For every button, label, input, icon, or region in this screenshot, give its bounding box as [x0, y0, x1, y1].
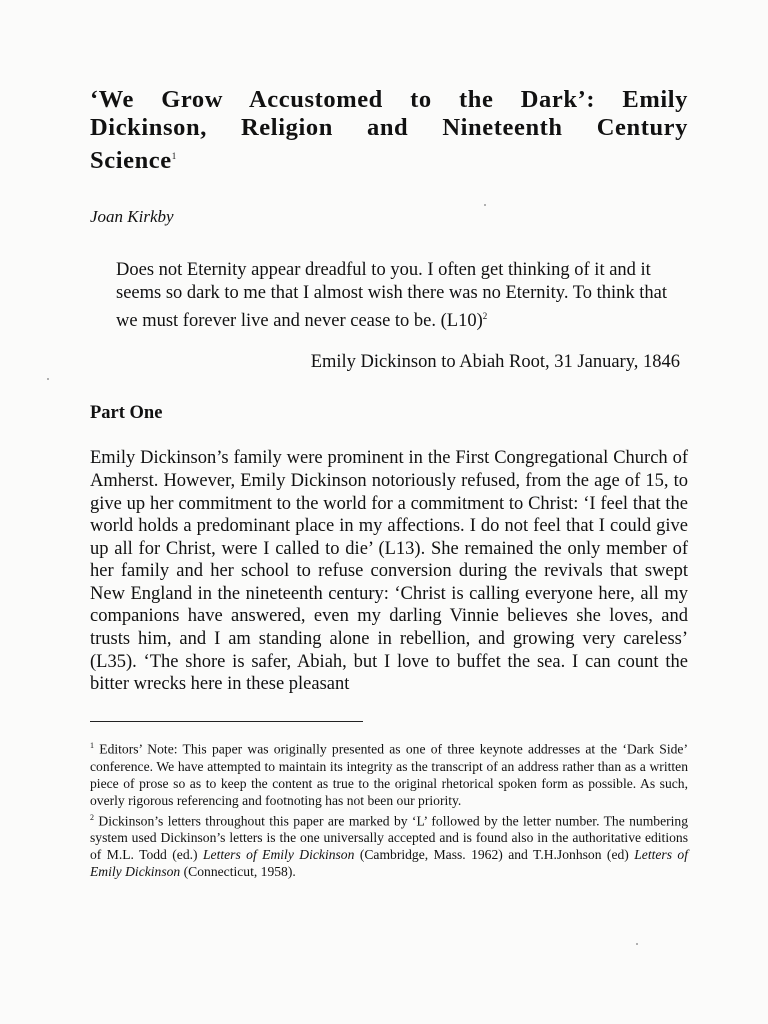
- body-paragraph: Emily Dickinson’s family were prominent in the First Congregational Church of Amherst. However, Emily Dickinson notoriously refused, from the age of 15, to give up her commitment to the world for a commitment to Christ: ‘I feel that the world holds a predominant place in my affections. I do not feel that I could give up all for Christ, were I called to die’ (L13). She remained the only member of her family and her school to refuse conversion during the revivals that swept New England in the nineteenth century: ‘Christ is calling everyone here, all my companions have answered, even my darling Vinnie believes she loves, and trusts him, and I am standing alone in rebellion, and growing very careless’ (L35). ‘The shore is safer, Abiah, but I love to buffet the sea. I can count the bitter wrecks here in these pleasant: [90, 448, 688, 695]
- article-page: [90, 86, 688, 696]
- scan-speck: [636, 943, 638, 945]
- scan-speck: [47, 378, 49, 380]
- footnote-2-text-before: Dickinson’s letters throughout this paper are marked by ‘L’ followed by the letter number. The numbering system used Dickinson’s letters is the one universally accepted and is found also in the authoritative editions of M.L. Todd (ed.): [90, 813, 688, 863]
- section-heading: Part One: [90, 403, 163, 424]
- footnote-2-book-title-2: Letters of Emily Dickinson: [90, 847, 688, 880]
- footnote-2-text-after: (Connecticut, 1958).: [183, 864, 296, 880]
- epigraph-text: Does not Eternity appear dreadful to you. I often get thinking of it and it seems so dark to me that I almost wish there was no Eternity. To think that we must forever live and never cease to be. (L10): [116, 260, 668, 332]
- footnote-1: [90, 737, 688, 809]
- article-title-text: ‘We Grow Accustomed to the Dark’: Emily Dickinson, Religion and Nineteenth Century Science: [90, 86, 688, 175]
- epigraph-attribution: Emily Dickinson to Abiah Root, 31 January, 1846: [310, 352, 680, 373]
- epigraph-quote: [116, 259, 688, 333]
- footnote-2-marker: 2: [90, 812, 94, 822]
- footnotes: [90, 737, 688, 880]
- footnote-1-text: Editors’ Note: This paper was originally presented as one of three keynote addresses at the ‘Dark Side’ conference. We have attempted to maintain its integrity as the transcript of an address rather than as a written piece of prose so as to keep the content as true to the original rhetorical spoken form as possible. As such, overly rigorous referencing and footnoting has not been our priority.: [90, 741, 688, 808]
- article-title: [90, 86, 688, 175]
- footnote-2-book-title-1: Letters of Emily Dickinson: [202, 847, 355, 863]
- title-footnote-marker: 1: [171, 151, 177, 161]
- footnote-2-text-middle: (Cambridge, Mass. 1962) and T.H.Jonhson (ed): [359, 847, 629, 863]
- epigraph-footnote-marker: 2: [482, 311, 488, 322]
- author-name: Joan Kirkby: [90, 207, 174, 227]
- scan-speck: [484, 204, 486, 206]
- footnote-separator: [90, 721, 363, 722]
- footnote-2: [90, 809, 688, 881]
- footnote-1-marker: 1: [90, 741, 94, 750]
